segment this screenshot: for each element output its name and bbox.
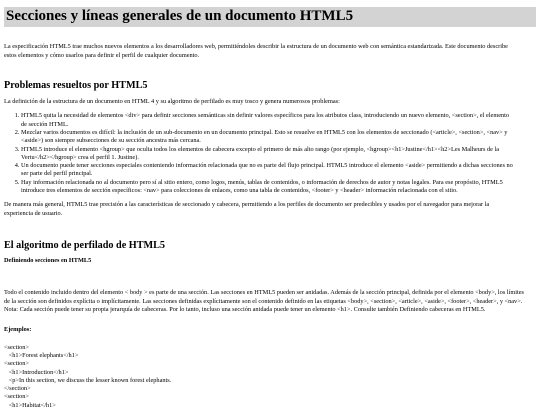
code-line: <section> xyxy=(4,343,29,351)
list-item: 3. HTML5 introduce el elemento <hgroup> que oculta todos los elementos de cabecera excepto el primero de más alto rango (por ejemplo, <hgroup><h1>Justine</h1><h2>Les Malheurs de la Vertu</h2></hgroup> crea el perfil 1. Justine). xyxy=(21,146,514,163)
list-item: 4. Un documento puede tener secciones especiales conteniendo información relacionada que no es parte del flujo principal. HTML5 introduce el elemento <aside> permitiendo a dichas secciones no ser parte del perfil principal. xyxy=(21,162,514,179)
code-line: <h1>Habitat</h1> xyxy=(4,401,56,409)
code-line: <h1>Forest elephants</h1> xyxy=(4,351,79,359)
problems-list xyxy=(4,112,536,195)
code-line: <section> xyxy=(4,393,29,401)
code-line: <section> xyxy=(4,360,29,368)
algorithm-description: Todo el contenido incluido dentro del elemento < body > es parte de una sección. Las secciones en HTML5 pueden ser anidadas. Además de la sección principal, definida por el elemento <body>, los límites de la sección son definidos explícita o implícitamente. Las secciones definidas explícitamente son el contenido definido en las etiquetas <body>, <section>, <article>, <aside>, <footer>, <header>, y <nav>. Nota: Cada sección puede tener su propia jerarquía de cabeceras. Por lo tanto, incluso una sección anidada puede tener un elemento <h1>. Consulte también Definiendo cabeceras en HTML5. xyxy=(4,289,524,314)
algorithm-subheading: Definiendo secciones en HTML5 xyxy=(4,257,92,265)
code-line: <h1>Introduction</h1> xyxy=(4,368,69,376)
list-item: 2. Mezclar varios documentos es difícil: la inclusión de un sub-documento en un documento principal. Esto se resuelve en HTML5 con los elementos de seccionado (<article>, <section>, <nav> y <aside>) son siempre subsecciones de su sección ancestra más cercana. xyxy=(21,129,514,146)
algorithm-heading: El algoritmo de perfilado de HTML5 xyxy=(4,239,166,251)
list-item: 1. HTML5 quita la necesidad de elementos <div> para definir secciones semánticas sin definir valores específicos para los atributos class, introduciendo un nuevo elemento, <section>, el elemento de sección HTML. xyxy=(21,112,514,129)
code-example xyxy=(4,344,536,410)
list-item: 5. Hay información relacionada no al documento pero sí al sitio entero, como logos, menús, tablas de contenidos, o información de derechos de autor y notas legales. Para ese propósito, HTML5 introduce tres elementos de sección específicos: <nav> para colecciones de enlaces, como una tabla de contenidos, <footer> y <header> información relacionada con el sitio. xyxy=(21,179,514,196)
examples-label: Ejemplos: xyxy=(4,326,32,334)
problems-intro-paragraph: La definición de la estructura de un documento en HTML 4 y su algoritmo de perfilado es muy tosco y genera numerosos problemas: xyxy=(4,98,340,106)
page-title: Secciones y líneas generales de un documento HTML5 xyxy=(4,7,536,27)
code-line: </section> xyxy=(4,385,31,393)
summary-paragraph: De manera más general, HTML5 trae precisión a las características de seccionado y cabecera, permitiendo a los perfiles de documento ser predecibles y usados por el navegador para mejorar la experiencia de usuario. xyxy=(4,201,490,217)
intro-paragraph: La especificación HTML5 trae muchos nuevos elementos a los desarrolladores web, permitiéndoles describir la estructura de un documento web con semántica estandarizada. Este documento describe estos elementos y cómo usarlos para definir el perfil de cualquier documento. xyxy=(4,43,508,59)
code-line: <p>In this section, we discuss the lesser known forest elephants. xyxy=(4,376,172,384)
problems-heading: Problemas resueltos por HTML5 xyxy=(4,79,148,91)
